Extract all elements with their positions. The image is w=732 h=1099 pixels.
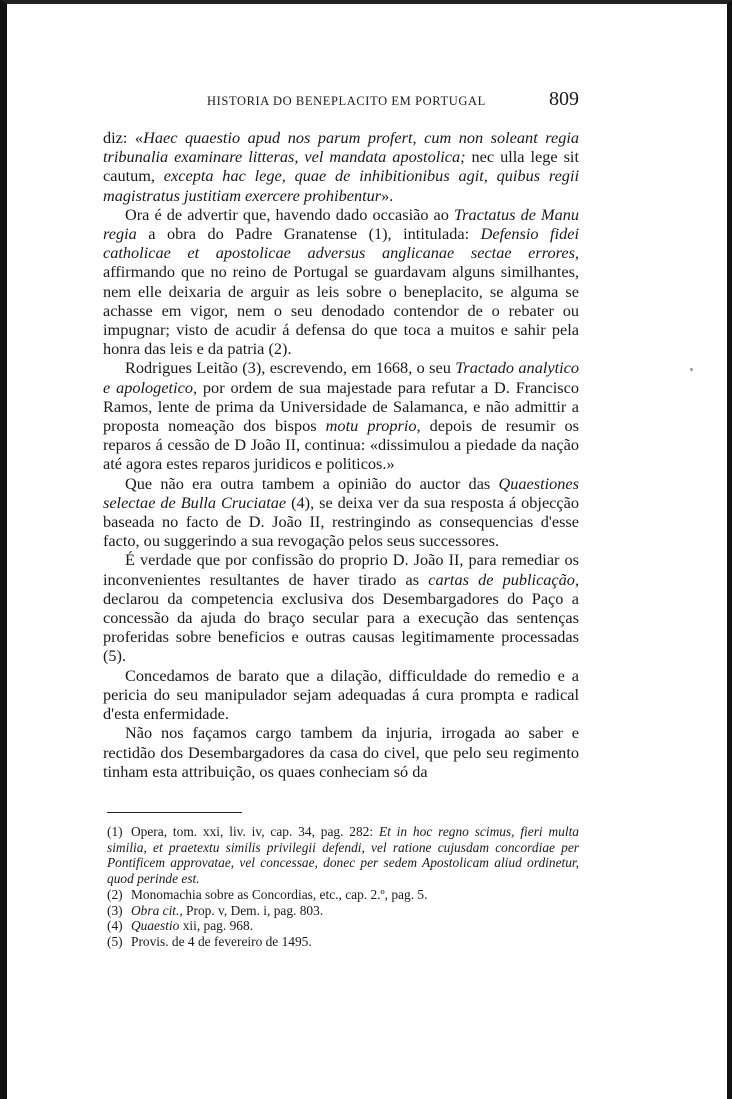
page-number: 809 xyxy=(549,88,579,110)
footnote-2 xyxy=(107,887,579,903)
footnote-number: (3) xyxy=(107,902,123,918)
text-run: affirmando que no reino de Portugal se guardavam alguns similhantes, nem elle deixaria de arguir as leis sobre o beneplacito, se alguma se achasse em vigor, nem o seu denodado contendor de o rebater ou impugnar; visto de acudir á defensa do que toca a muitos e sahir pela honra das leis e da patria (2). xyxy=(103,262,579,359)
italic-title: Quaestiones selectae de Bulla Cruciatae xyxy=(103,473,579,512)
text-run: Rodrigues Leitão (3), escrevendo, em 1668, o seu xyxy=(125,358,456,378)
italic-term: motu proprio, xyxy=(325,416,421,436)
text-run: a obra do Padre Granatense (1), intitulada: xyxy=(136,224,481,244)
text-run: Que não era outra tambem a opinião do auctor das xyxy=(125,473,499,493)
paragraph-1 xyxy=(103,128,579,205)
text-run: Monomachia sobre as Concordias, etc., cap. 2.º, pag. 5. xyxy=(131,886,428,902)
page-header xyxy=(207,88,579,114)
text-run: diz: « xyxy=(103,128,144,147)
text-run: Provis. de 4 de fevereiro de 1495. xyxy=(131,933,312,949)
text-run: Ora é de advertir que, havendo dado occasião ao xyxy=(125,204,454,224)
text-run: ». xyxy=(381,185,394,205)
paragraph-2 xyxy=(103,205,579,359)
italic-title: Tractado analytico e apologetico, xyxy=(103,358,579,397)
footnote-5 xyxy=(107,934,579,950)
paragraph-3 xyxy=(103,358,579,473)
text-run: Opera, tom. xxi, liv. iv, cap. 34, pag. 282: xyxy=(131,824,379,839)
italic-term: Quaestio xyxy=(131,918,180,934)
footnote-1 xyxy=(107,824,579,887)
text-run: por ordem de sua majestade para refutar a D. Francisco Ramos, lente de prima da Universidade de Salamanca, e não admittir a proposta nomeação dos bispos xyxy=(103,377,579,436)
paragraph-7 xyxy=(103,723,579,781)
italic-term: cartas de publicação, xyxy=(428,569,580,589)
text-run: Prop. v, Dem. i, pag. 803. xyxy=(182,902,324,918)
text-run: declarou da competencia exclusiva dos Desembargadores do Paço a concessão da ajuda do braço secular para a execução das sentenças proferidas sobre beneficios e outras causas legitimamente processadas (5). xyxy=(103,588,579,666)
footnote-number: (2) xyxy=(107,886,123,902)
text-run: (4), se deixa ver da sua resposta á objecção baseada no facto de D. João II, restringindo as consequencias d'esse facto, ou suggerindo a sua revogação pelos seus successores. xyxy=(103,492,580,551)
text-run: É verdade que por confissão do proprio D. João II, para remediar os inconvenientes resultantes de haver tirado as xyxy=(103,550,579,589)
latin-quote: Haec quaestio apud nos parum profert, cum non soleant regia tribunalia examinare litteras, vel mandata apostolica; xyxy=(103,128,579,167)
italic-title: Defensio fidei catholicae et apostolicae adversus anglicanae sectae errores, xyxy=(103,224,579,263)
footnote-number: (1) xyxy=(107,824,123,839)
footnote-4 xyxy=(107,918,579,934)
italic-term: Obra cit., xyxy=(131,902,183,918)
text-run: xii, pag. 968. xyxy=(179,918,254,934)
footnote-number: (4) xyxy=(107,918,123,934)
footnote-divider xyxy=(107,812,242,813)
running-title: HISTORIA DO BENEPLACITO EM PORTUGAL xyxy=(207,94,486,108)
footnote-number: (5) xyxy=(107,933,123,949)
paragraph-4 xyxy=(103,474,579,551)
footnotes xyxy=(107,824,579,950)
paragraph-6 xyxy=(103,666,579,724)
text-run: Concedamos de barato que a dilação, difficuldade do remedio e a pericia do seu manipulador sejam adequadas á cura prompta e radical d'esta enfermidade. xyxy=(103,665,579,724)
text-run: depois de resumir os reparos á cessão de D João II, continua: «dissimulou a piedade da nação até agora estes reparos juridicos e politicos.» xyxy=(103,416,580,474)
paper-speck xyxy=(690,368,693,371)
italic-title: Tractatus de Manu regia xyxy=(103,204,580,244)
latin-quote: Et in hoc regno scimus, fieri multa similia, et praetextu similis privilegii defendi, vel ratione cujusdam concordiae per Pontificem approvatae, vel concessae, donec per sedem Apostolicam aliud ordinetur, quod perinde est. xyxy=(107,824,579,887)
text-run: Não nos façamos cargo tambem da injuria, irrogada ao saber e rectidão dos Desembargadores da casa do civel, que pelo seu regimento tinham esta attribuição, os quaes conheciam só da xyxy=(103,723,579,781)
paragraph-5 xyxy=(103,550,579,665)
main-text xyxy=(103,128,579,781)
footnote-3 xyxy=(107,903,579,919)
text-run: nec ulla lege sit cautum, xyxy=(103,147,579,186)
latin-quote: excepta hac lege, quae de inhibitionibus agit, quibus regii magistratus justitiam exercere prohibentur xyxy=(103,166,579,205)
